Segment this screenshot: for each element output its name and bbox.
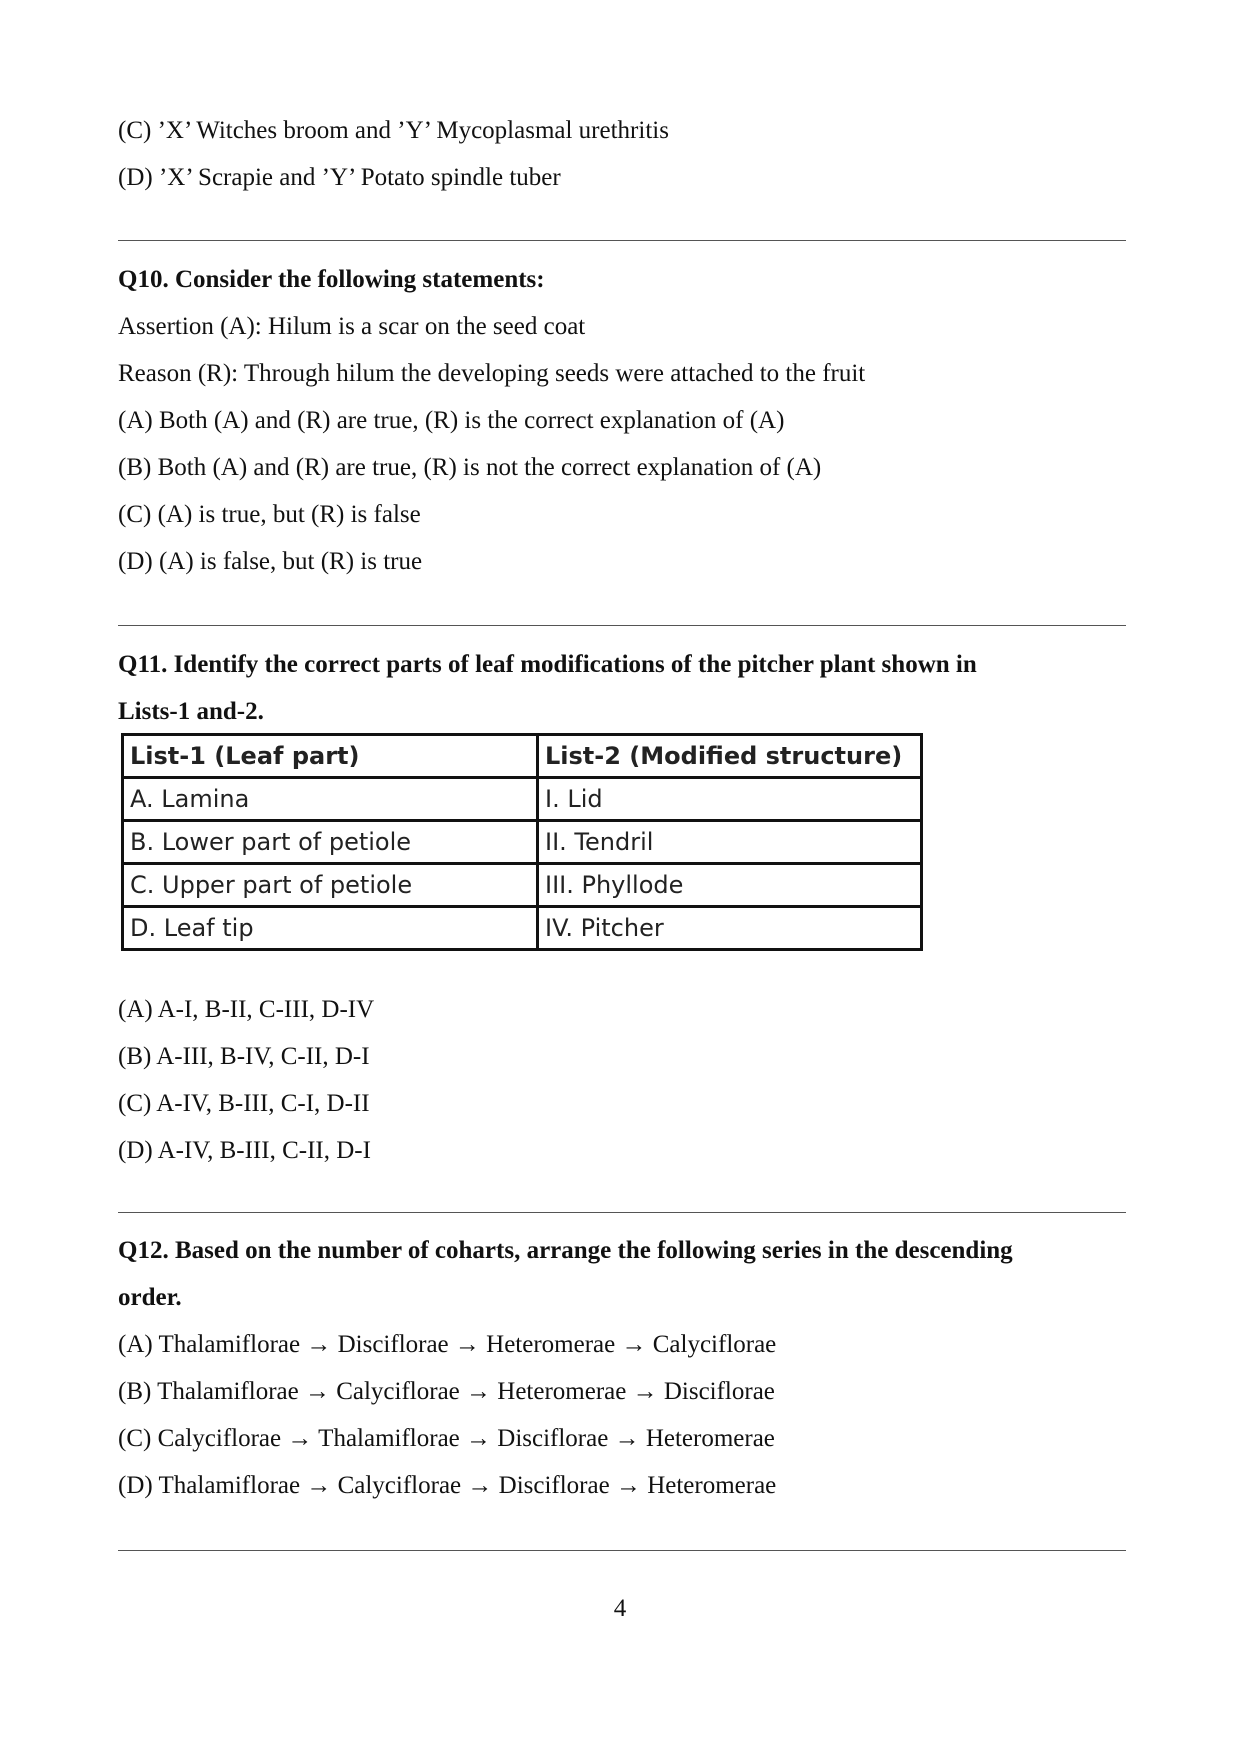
table-cell: D. Leaf tip [123,907,538,950]
q11-heading-line1: Q11. Identify the correct parts of leaf modifications of the pitcher plant shown in [118,651,977,678]
q11-heading-line2: Lists-1 and-2. [118,698,264,725]
table-cell: IV. Pitcher [538,907,922,950]
table-cell: A. Lamina [123,778,538,821]
q12-option-d: (D) Thalamiflorae → Calyciflorae → Disciflorae → Heteromerae [118,1472,777,1499]
table-header-list2: List-2 (Modified structure) [538,735,922,778]
q10-option-a: (A) Both (A) and (R) are true, (R) is the correct explanation of (A) [118,407,785,434]
q9-option-d: (D) ’X’ Scrapie and ’Y’ Potato spindle tuber [118,164,561,191]
table-cell: II. Tendril [538,821,922,864]
q12-option-a: (A) Thalamiflorae → Disciflorae → Heteromerae → Calyciflorae [118,1331,777,1358]
table-row [123,778,922,821]
page-number: 4 [613,1595,627,1622]
table-row [123,907,922,950]
q10-option-c: (C) (A) is true, but (R) is false [118,501,421,528]
q10-reason: Reason (R): Through hilum the developing seeds were attached to the fruit [118,360,866,387]
q10-assertion: Assertion (A): Hilum is a scar on the seed coat [118,313,586,340]
table-cell: III. Phyllode [538,864,922,907]
table-cell: I. Lid [538,778,922,821]
table-row [123,821,922,864]
q11-option-d: (D) A-IV, B-III, C-II, D-I [118,1137,371,1164]
q12-heading-line1: Q12. Based on the number of coharts, arrange the following series in the descending [118,1237,1013,1264]
table-header-list1: List-1 (Leaf part) [123,735,538,778]
q12-option-b: (B) Thalamiflorae → Calyciflorae → Heteromerae → Disciflorae [118,1378,775,1405]
divider [118,1550,1126,1551]
leaf-parts-table [121,733,923,951]
q10-option-b: (B) Both (A) and (R) are true, (R) is not the correct explanation of (A) [118,454,822,481]
table-header-row [123,735,922,778]
q11-option-c: (C) A-IV, B-III, C-I, D-II [118,1090,370,1117]
divider [118,625,1126,626]
q10-heading: Q10. Consider the following statements: [118,266,545,293]
q11-option-a: (A) A-I, B-II, C-III, D-IV [118,996,375,1023]
table-row [123,864,922,907]
q12-option-c: (C) Calyciflorae → Thalamiflorae → Disciflorae → Heteromerae [118,1425,775,1452]
divider [118,240,1126,241]
q10-option-d: (D) (A) is false, but (R) is true [118,548,423,575]
q11-option-b: (B) A-III, B-IV, C-II, D-I [118,1043,370,1070]
q9-option-c: (C) ’X’ Witches broom and ’Y’ Mycoplasmal urethritis [118,117,669,144]
q12-heading-line2: order. [118,1284,182,1311]
table-cell: C. Upper part of petiole [123,864,538,907]
divider [118,1212,1126,1213]
table-cell: B. Lower part of petiole [123,821,538,864]
